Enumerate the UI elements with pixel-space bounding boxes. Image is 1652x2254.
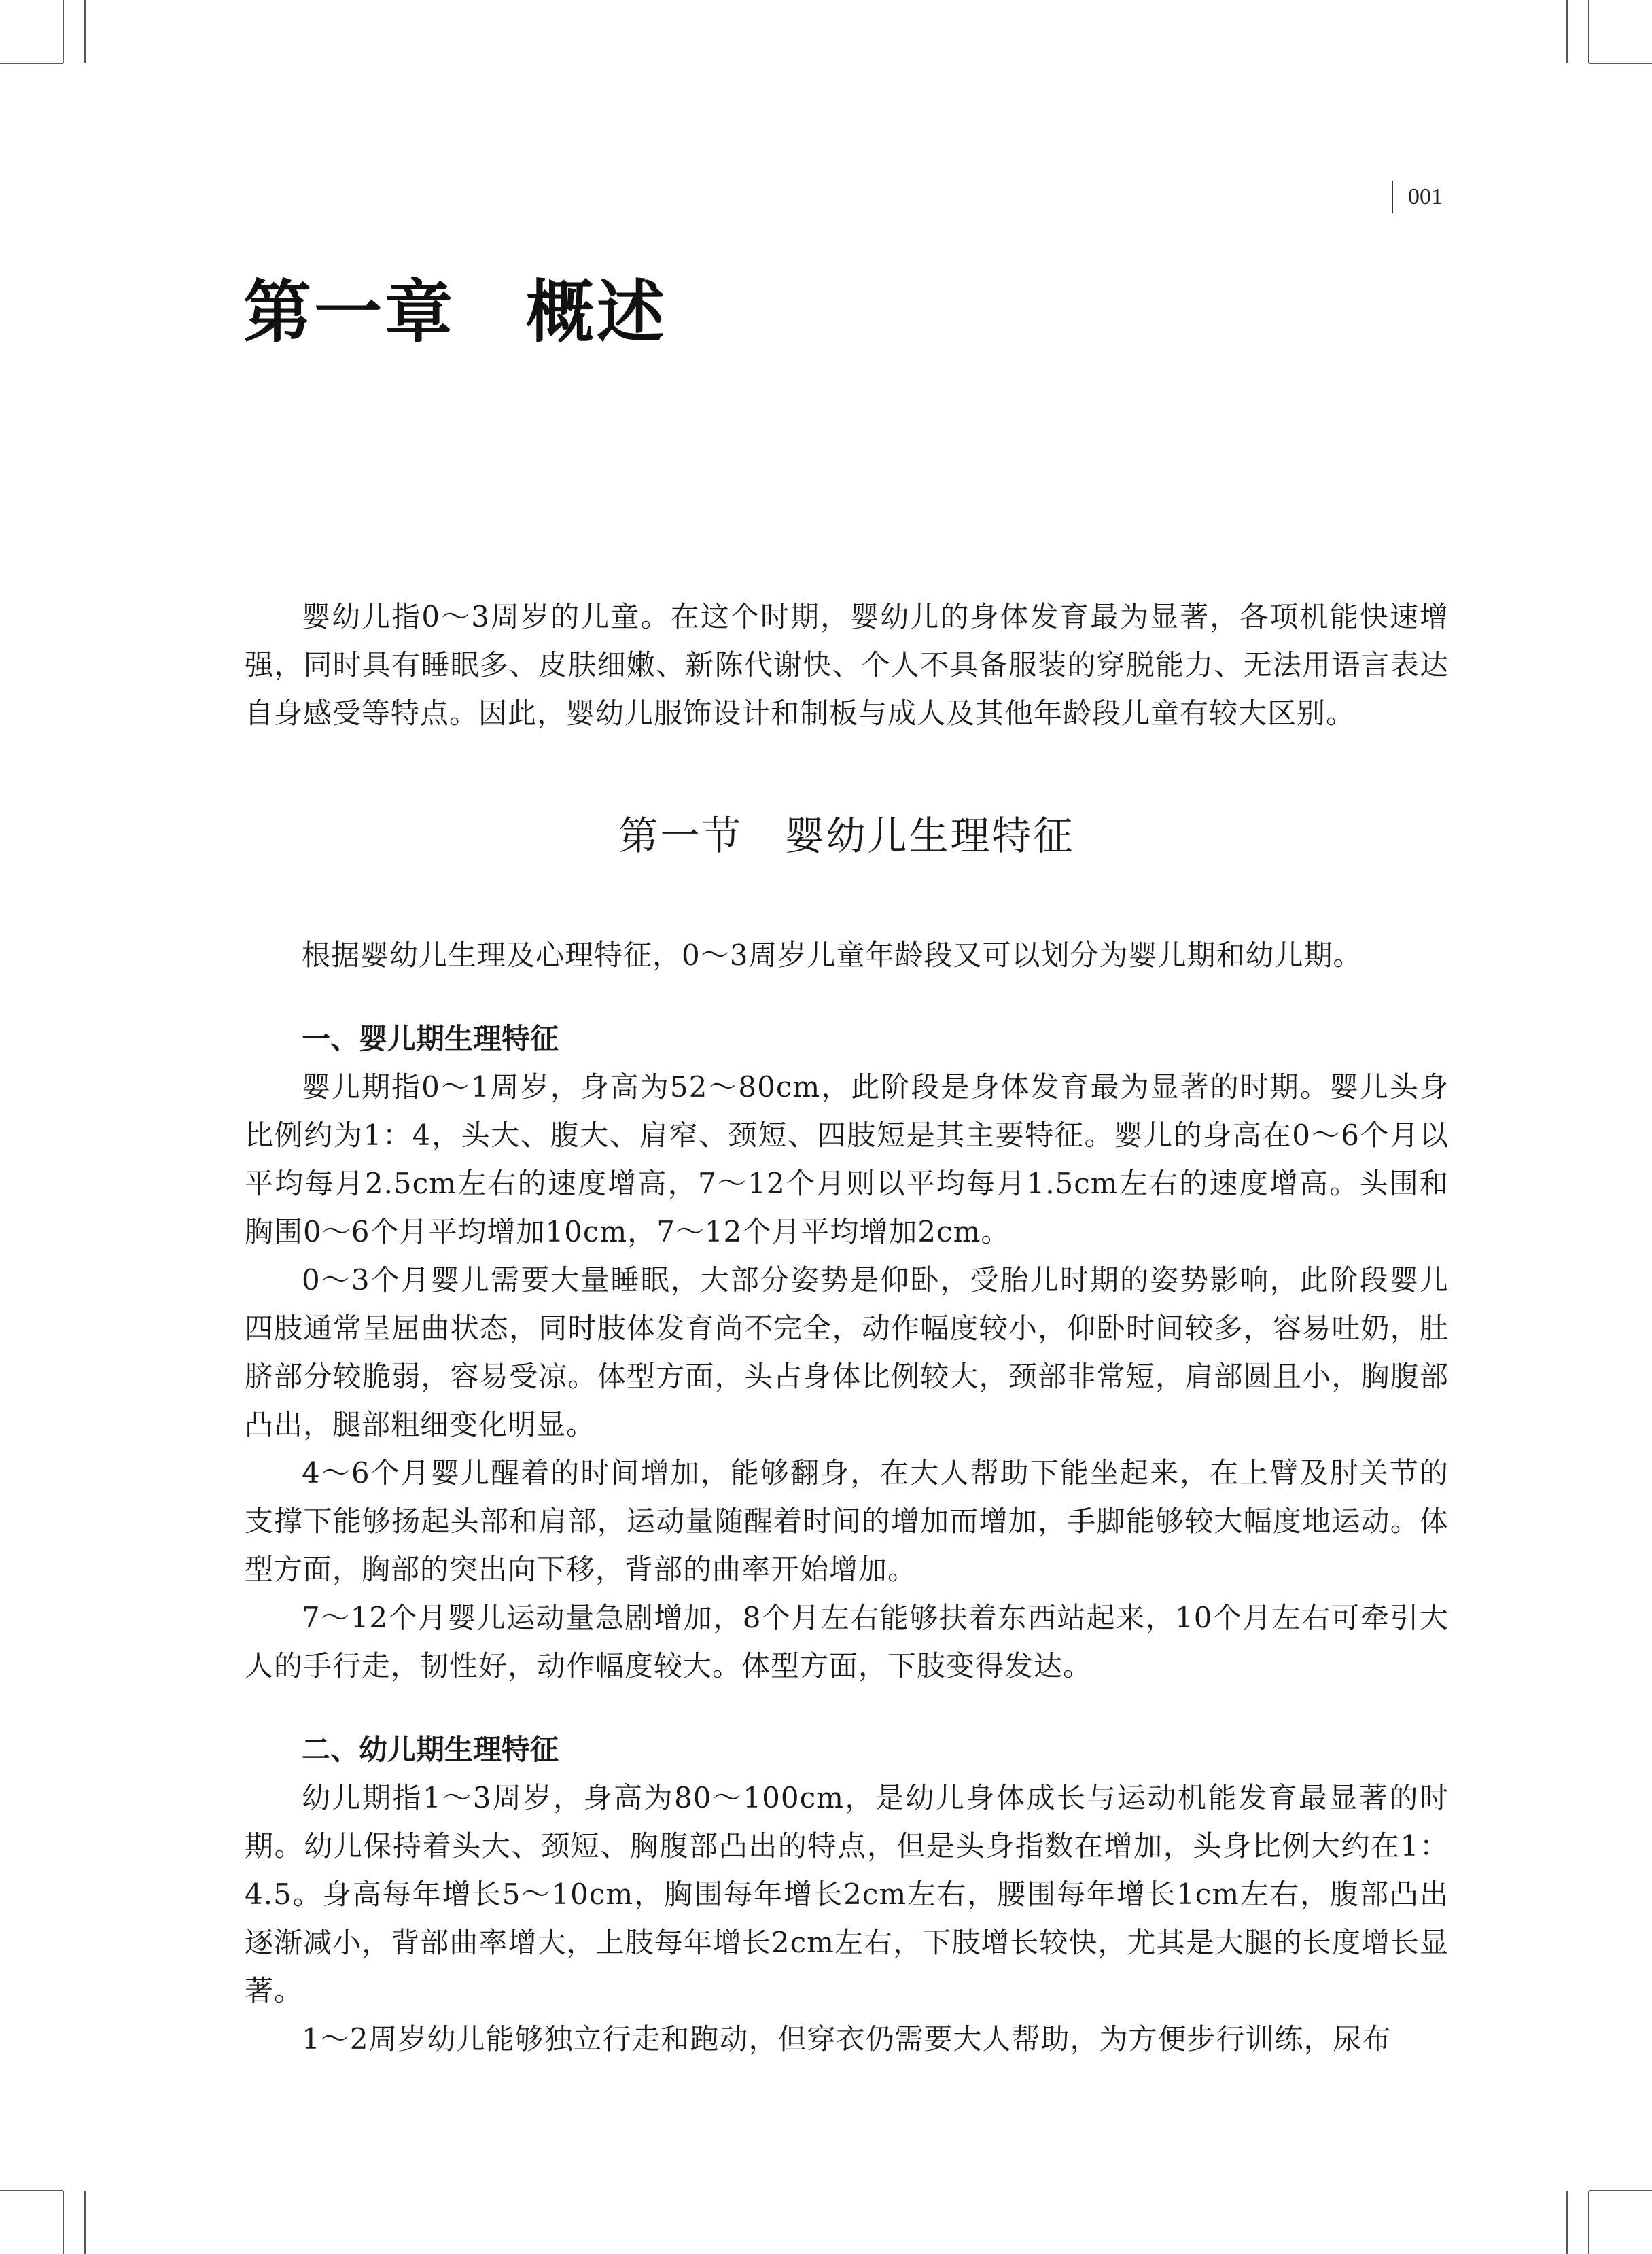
- crop-mark: [1589, 2190, 1652, 2191]
- paragraph: 婴儿期指0～1周岁，身高为52～80cm，此阶段是身体发育最为显著的时期。婴儿头身比例约为1：4，头大、腹大、肩窄、颈短、四肢短是其主要特征。婴儿的身高在0～6个月以平均每月2.5cm左右的速度增高，7～12个月则以平均每月1.5cm左右的速度增高。头围和胸围0～6个月平均增加10cm，7～12个月平均增加2cm。: [245, 1070, 1449, 1248]
- paragraph: 幼儿期指1～3周岁，身高为80～100cm，是幼儿身体成长与运动机能发育最显著的时期。幼儿保持着头大、颈短、胸腹部凸出的特点，但是头身指数在增加，头身比例大约在1：4.5。身高每年增长5～10cm，胸围每年增长2cm左右，腰围每年增长1cm左右，腹部凸出逐渐减小，背部曲率增大，上肢每年增长2cm左右，下肢增长较快，尤其是大腿的长度增长显著。: [245, 1781, 1449, 2007]
- crop-mark: [84, 2191, 86, 2254]
- crop-mark: [63, 0, 64, 63]
- crop-mark: [0, 63, 63, 64]
- paragraph: 1～2周岁幼儿能够独立行走和跑动，但穿衣仍需要大人帮助，为方便步行训练，尿布: [302, 2022, 1392, 2056]
- crop-mark: [1566, 0, 1568, 63]
- crop-mark: [63, 2191, 64, 2254]
- paragraph: 4～6个月婴儿醒着的时间增加，能够翻身，在大人帮助下能坐起来，在上臂及肘关节的支撑下能够扬起头部和肩部，运动量随醒着时间的增加而增加，手脚能够较大幅度地运动。体型方面，胸部的突出向下移，背部的曲率开始增加。: [245, 1456, 1449, 1586]
- crop-mark: [84, 0, 86, 63]
- section-lead: 根据婴幼儿生理及心理特征，0～3周岁儿童年龄段又可以划分为婴儿期和幼儿期。: [302, 938, 1363, 972]
- crop-mark: [1589, 63, 1652, 64]
- subsection-title-infant: 一、婴儿期生理特征: [302, 1022, 559, 1055]
- paragraph: 0～3个月婴儿需要大量睡眠，大部分姿势是仰卧，受胎儿时期的姿势影响，此阶段婴儿四肢通常呈屈曲状态，同时肢体发育尚不完全，动作幅度较小，仰卧时间较多，容易吐奶，肚脐部分较脆弱，容易受凉。体型方面，头占身体比例较大，颈部非常短，肩部圆且小，胸腹部凸出，腿部粗细变化明显。: [245, 1263, 1449, 1441]
- crop-mark: [1588, 2191, 1589, 2254]
- crop-mark: [1566, 2191, 1568, 2254]
- crop-mark: [0, 2190, 63, 2191]
- chapter-title: 第一章 概述: [243, 272, 667, 352]
- main-content: [245, 593, 1449, 2063]
- section-title: 第一节 婴幼儿生理特征: [618, 813, 1075, 859]
- subsection-title-toddler: 二、幼儿期生理特征: [302, 1733, 559, 1766]
- crop-mark: [1588, 0, 1589, 63]
- intro-paragraph: 婴幼儿指0～3周岁的儿童。在这个时期，婴幼儿的身体发育最为显著，各项机能快速增强，同时具有睡眠多、皮肤细嫩、新陈代谢快、个人不具备服装的穿脱能力、无法用语言表达自身感受等特点。因此，婴幼儿服饰设计和制板与成人及其他年龄段儿童有较大区别。: [245, 600, 1449, 730]
- paragraph: 7～12个月婴儿运动量急剧增加，8个月左右能够扶着东西站起来，10个月左右可牵引大人的手行走，韧性好，动作幅度较大。体型方面，下肢变得发达。: [245, 1601, 1449, 1683]
- page-number: 001: [1392, 181, 1443, 213]
